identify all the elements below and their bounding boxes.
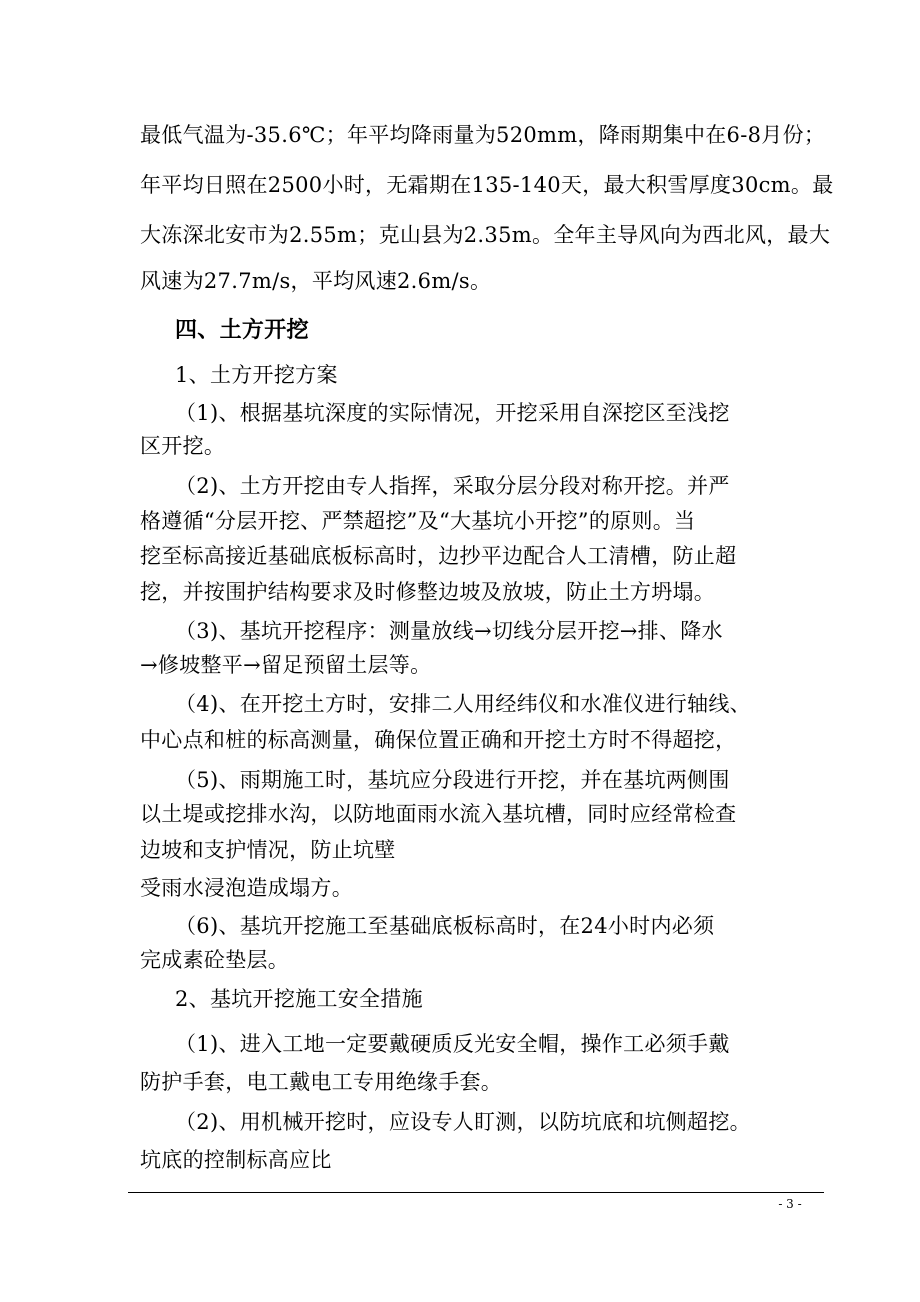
subsection-heading: 1、土方开挖方案 xyxy=(175,363,338,387)
text-line: 完成素砼垫层。 xyxy=(140,948,290,972)
text-line: （4)、在开挖土方时，安排二人用经纬仪和水准仪进行轴线、 xyxy=(175,692,751,716)
text-line: 以土堤或挖排水沟，以防地面雨水流入基坑槽，同时应经常检查 xyxy=(140,802,737,826)
text-line: （6)、基坑开挖施工至基础底板标高时，在24小时内必须 xyxy=(175,914,715,938)
text-line: 格遵循“分层开挖、严禁超挖”及“大基坑小开挖”的原则。当 xyxy=(140,509,696,533)
text-line: 中心点和桩的标高测量，确保位置正确和开挖土方时不得超挖， xyxy=(140,728,737,752)
text-line: 区开挖。 xyxy=(140,434,226,458)
section-heading: 四、土方开挖 xyxy=(175,317,309,343)
text-line: 挖至标高接近基础底板标高时，边抄平边配合人工清槽，防止超 xyxy=(140,544,737,568)
text-line: 受雨水浸泡造成塌方。 xyxy=(140,876,353,900)
text-line: 挖，并按围护结构要求及时修整边坡及放坡，防止土方坍塌。 xyxy=(140,580,716,604)
text-line: 年平均日照在2500小时，无霜期在135-140天，最大积雪厚度30cm。最 xyxy=(140,173,834,197)
text-line: 风速为27.7m/s，平均风速2.6m/s。 xyxy=(140,269,492,293)
subsection-heading: 2、基坑开挖施工安全措施 xyxy=(175,987,423,1011)
text-line: （2)、土方开挖由专人指挥，采取分层分段对称开挖。并严 xyxy=(175,474,730,498)
text-line: （1)、进入工地一定要戴硬质反光安全帽，操作工必须手戴 xyxy=(175,1032,730,1056)
text-line: 坑底的控制标高应比 xyxy=(140,1148,332,1172)
text-line: →修坡整平→留足预留土层等。 xyxy=(140,653,432,677)
text-line: （2)、用机械开挖时，应设专人盯测，以防坑底和坑侧超挖。 xyxy=(175,1110,751,1134)
text-line: （5)、雨期施工时，基坑应分段进行开挖，并在基坑两侧围 xyxy=(175,768,730,792)
text-line: （1)、根据基坑深度的实际情况，开挖采用自深挖区至浅挖 xyxy=(175,401,730,425)
text-line: 防护手套，电工戴电工专用绝缘手套。 xyxy=(140,1070,503,1094)
text-line: 边坡和支护情况，防止坑壁 xyxy=(140,838,396,862)
text-line: 最低气温为-35.6℃；年平均降雨量为520mm，降雨期集中在6-8月份； xyxy=(140,123,826,147)
page-number: - 3 - xyxy=(778,1197,802,1211)
footer-divider xyxy=(128,1192,824,1193)
text-line: 大冻深北安市为2.55m；克山县为2.35m。全年主导风向为西北风，最大 xyxy=(140,223,831,247)
text-line: （3)、基坑开挖程序：测量放线→切线分层开挖→排、降水 xyxy=(175,619,723,643)
